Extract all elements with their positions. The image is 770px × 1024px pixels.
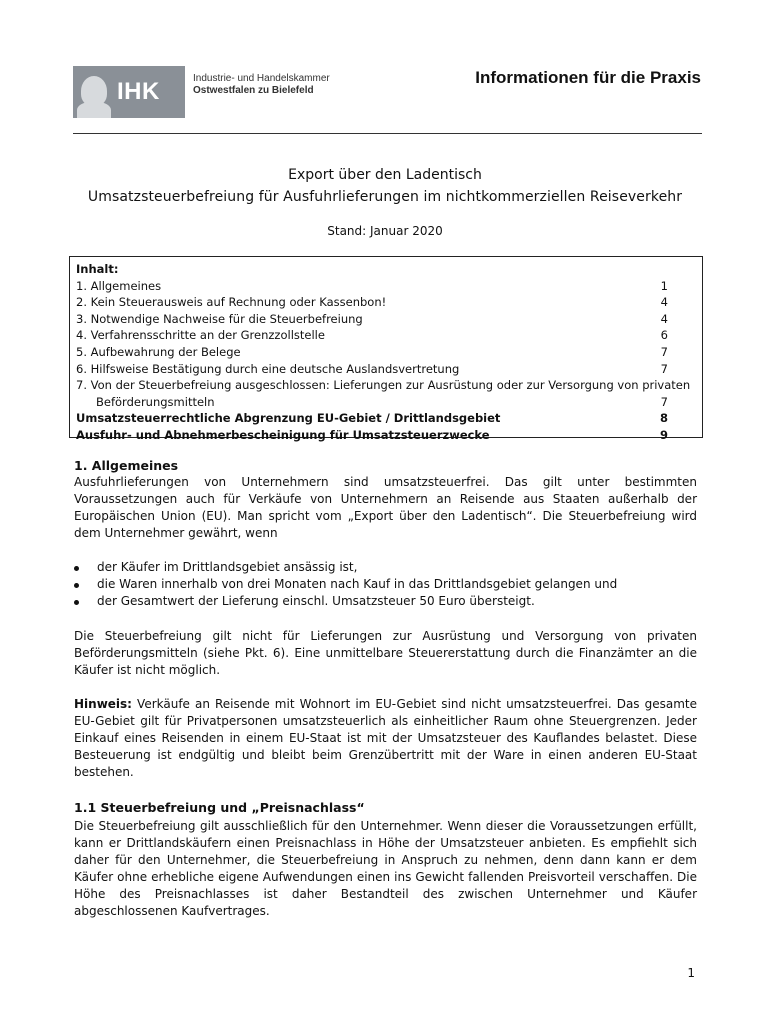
toc-item-page: 1 <box>660 278 668 293</box>
toc-item-label: 5. Aufbewahrung der Belege <box>76 344 241 359</box>
page-number: 1 <box>687 966 695 980</box>
bullet-icon <box>74 566 79 571</box>
toc-item-continuation[interactable] <box>76 394 702 411</box>
list-item <box>74 559 697 576</box>
toc-item-page: 7 <box>660 361 668 376</box>
document-date: Stand: Januar 2020 <box>327 224 443 238</box>
toc-item-page: 7 <box>660 394 668 409</box>
conditions-list <box>74 559 697 610</box>
toc-item-page: 9 <box>659 427 668 442</box>
toc-item-page: 6 <box>660 328 668 343</box>
toc-item-label: 3. Notwendige Nachweise für die Steuerbefreiung <box>76 311 363 326</box>
organization-name <box>193 73 330 97</box>
header-divider <box>73 133 702 134</box>
toc-item[interactable] <box>76 361 702 378</box>
toc-item-label: Beförderungsmitteln <box>96 394 215 409</box>
toc-item[interactable] <box>76 427 702 444</box>
list-item-text: die Waren innerhalb von drei Monaten nach Kauf in das Drittlandsgebiet gelangen und <box>97 577 618 591</box>
document-title: Export über den Ladentisch <box>288 167 482 183</box>
list-item-text: der Käufer im Drittlandsgebiet ansässig ist, <box>97 560 358 574</box>
toc-item-page: 4 <box>660 295 668 310</box>
section-heading-allgemeines: 1. Allgemeines <box>74 458 179 473</box>
toc-item[interactable] <box>76 344 702 361</box>
toc-item-page: 4 <box>660 311 668 326</box>
profile-shoulder-graphic <box>77 102 111 118</box>
toc-item-page: 7 <box>660 344 668 359</box>
toc-item[interactable] <box>76 327 702 344</box>
org-line-2: Ostwestfalen zu Bielefeld <box>193 85 314 96</box>
section-heading-preisnachlass: 1.1 Steuerbefreiung und „Preisnachlass“ <box>74 800 365 815</box>
toc-item-label: 7. Von der Steuerbefreiung ausgeschlossen: Lieferungen zur Ausrüstung oder zur Versorgung von privaten <box>76 378 691 393</box>
toc-item[interactable] <box>76 278 702 295</box>
toc-item-label: 6. Hilfsweise Bestätigung durch eine deutsche Auslandsvertretung <box>76 361 460 376</box>
toc-item-page: 8 <box>659 411 668 426</box>
document-subtitle: Umsatzsteuerbefreiung für Ausfuhrlieferungen im nichtkommerziellen Reiseverkehr <box>87 189 683 205</box>
bullet-icon <box>74 583 79 588</box>
note-text: Verkäufe an Reisende mit Wohnort im EU-Gebiet sind nicht umsatzsteuerfrei. Das gesamte EU-Gebiet gilt für Privatpersonen umsatzsteuerlich als einheitlicher Raum ohne Steuergrenzen. Jeder Einkauf eines Reisenden in einem EU-Staat ist mit der Umsatzsteuer des Kauflandes belastet. Diese Besteuerung ist endgültig und bleibt beim Grenzübertritt mit der Ware in einen anderen EU-Staat bestehen. <box>74 697 697 779</box>
toc-item[interactable] <box>76 410 702 427</box>
list-item-text: der Gesamtwert der Lieferung einschl. Umsatzsteuer 50 Euro übersteigt. <box>97 594 535 608</box>
toc-item[interactable] <box>76 311 702 328</box>
toc-item[interactable] <box>76 294 702 311</box>
series-title: Informationen für die Praxis <box>475 68 701 87</box>
toc-item-label: Umsatzsteuerrechtliche Abgrenzung EU-Gebiet / Drittlandsgebiet <box>76 411 501 426</box>
toc-item-label: Ausfuhr- und Abnehmerbescheinigung für Umsatzsteuerzwecke <box>76 427 490 442</box>
bullet-icon <box>74 600 79 605</box>
logo-text: IHK <box>117 78 160 105</box>
toc-item-label: 1. Allgemeines <box>76 278 162 293</box>
list-item <box>74 593 697 610</box>
preisnachlass-paragraph: Die Steuerbefreiung gilt ausschließlich für den Unternehmer. Wenn dieser die Voraussetzungen erfüllt, kann er Drittlandskäufern einen Preisnachlass in Höhe der Umsatzsteuer anbieten. Es empfiehlt sich daher für den Unternehmer, die Steuerbefreiung in Anspruch zu nehmen, denn dann kann er dem Käufer ohne erhebliche eigene Aufwendungen einen ins Gewicht fallenden Preisvorteil verschaffen. Die Höhe des Preisnachlasses ist daher Bestandteil des zwischen Unternehmer und Käufer abgeschlossenen Kaufvertrages. <box>74 819 697 918</box>
exclusion-paragraph: Die Steuerbefreiung gilt nicht für Lieferungen zur Ausrüstung und Versorgung von privaten Beförderungsmitteln (siehe Pkt. 6). Eine unmittelbare Steuererstattung durch die Finanzämter an die Käufer ist nicht möglich. <box>74 629 697 677</box>
org-line-1: Industrie- und Handelskammer <box>193 73 330 84</box>
section-intro-paragraph: Ausfuhrlieferungen von Unternehmern sind umsatzsteuerfrei. Das gilt unter bestimmten Voraussetzungen auch für Verkäufe von Unternehmern an Reisende aus Staaten außerhalb der Europäischen Union (EU). Man spricht vom „Export über den Ladentisch“. Die Steuerbefreiung wird dem Unternehmer gewährt, wenn <box>74 475 697 540</box>
toc-item-label: 2. Kein Steuerausweis auf Rechnung oder Kassenbon! <box>76 295 387 310</box>
ihk-logo <box>73 66 185 118</box>
toc-item[interactable] <box>76 377 702 394</box>
toc-heading: Inhalt: <box>76 262 119 276</box>
list-item <box>74 576 697 593</box>
toc-item-label: 4. Verfahrensschritte an der Grenzzollstelle <box>76 328 325 343</box>
table-of-contents <box>69 256 703 442</box>
note-paragraph <box>74 696 697 781</box>
note-label: Hinweis: <box>74 697 132 711</box>
